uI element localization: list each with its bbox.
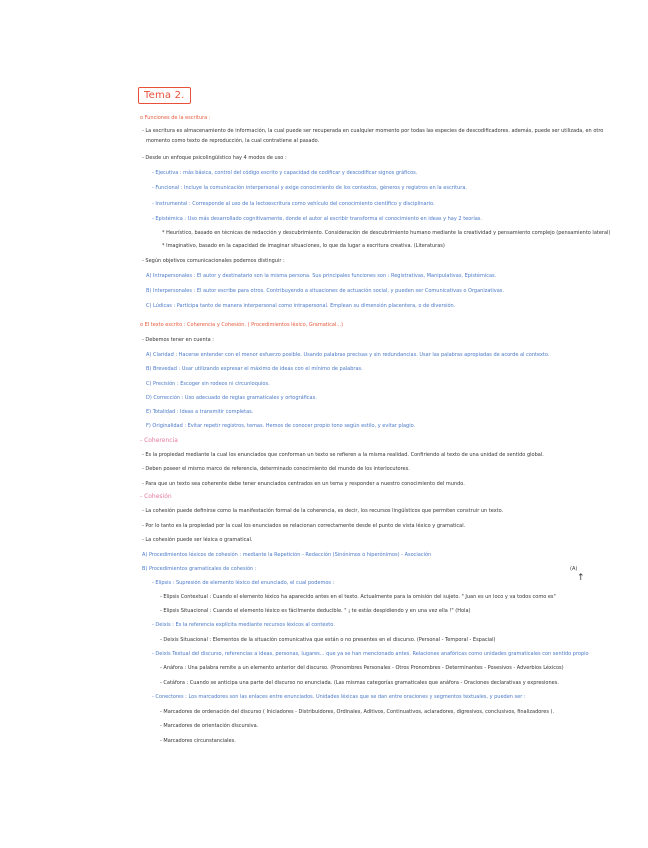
list-subitem: - Anáfora : Una palabra remite a un elemento anterior del discurso. (Pronombres Personales - Otros Pronombres - Determinantes - Posesivos - Adverbios Léxicos) xyxy=(160,665,564,671)
page-title: Tema 2. xyxy=(138,87,191,104)
list-item: - Funcional : Incluye la comunicación interpersonal y exige conocimiento de los contextos, géneros y registros en la escritura. xyxy=(152,185,468,191)
list-item: D) Corrección : Uso adecuado de reglas gramaticales y ortográficas. xyxy=(146,395,317,401)
list-item: A) Claridad : Hacerse entender con el menor esfuerzo posible. Usando palabras precisas y sin redundancias. Usar las palabras apropiadas de acorde al contexto. xyxy=(146,352,550,358)
list-item: - Instrumental : Corresponde al uso de la lectoescritura como vehículo del conocimiento científico y disciplinario. xyxy=(152,201,435,207)
list-subitem: - Marcadores de orientación discursiva. xyxy=(160,723,259,729)
text-line: momento como texto de reproducción, la cual contratiene al pasado. xyxy=(146,138,320,144)
list-item: - Epistémica : Uso más desarrollado cognitivamente, donde el autor al escribir transforma el conocimiento en ideas y hay 2 teorías. xyxy=(152,216,482,222)
heading-funciones: o Funciones de la escritura : xyxy=(140,115,211,121)
list-item: C) Lúdicas : Participa tanto de manera interpersonal como intrapersonal. Emplean su dimensión placentera, o de diversión. xyxy=(146,303,456,309)
heading-coherencia: - Coherencia xyxy=(140,437,178,444)
text-line: - Debemos tener en cuenta : xyxy=(142,337,214,343)
text-line: - Según objetivos comunicacionales podemos distinguir : xyxy=(142,258,285,264)
list-subitem: - Deixis Situacional : Elementos de la situación comunicativa que están o no presentes en el discurso. (Personal - Temporal - Espacial) xyxy=(160,637,496,643)
list-item: - Deixis : Es la referencia explícita mediante recursos léxicos al contexto. xyxy=(152,622,335,628)
list-subitem: * Imaginativo, basado en la capacidad de imaginar situaciones, lo que da lugar a escritura creativa. (Literaturas) xyxy=(162,243,445,249)
heading-texto-escrito: o El texto escrito : Coherencia y Cohesión. ( Procedimientos léxico, Gramatical...) xyxy=(140,322,344,328)
list-item: A) Intrapersonales : El autor y destinatario son la misma persona. Sus principales funciones son : Registrativas, Manipulativas, Epistémicas. xyxy=(146,273,497,279)
heading-cohesion: - Cohesión xyxy=(140,493,172,500)
list-item: - Conectores : Los marcadores son las enlaces entre enunciados. Unidades léxicas que se dan entre oraciones y segmentos textuales, y pueden ser : xyxy=(152,694,526,700)
text-line: - La escritura es almacenamiento de información, la cual puede ser recuperada en cualquier momento por todas las especies de descodificadores. además, puede ser utilizada, en otro xyxy=(142,128,604,134)
list-subitem: - Catáfora : Cuando se anticipa una parte del discurso no enunciada. (Las mismas categorías gramaticales que anáfora - Oraciones declarativas y expresiones. xyxy=(160,680,559,686)
up-arrow-icon: ↑ xyxy=(577,573,585,583)
list-subitem: * Heurístico, basado en técnicas de redacción y descubrimiento. Consideración de descubrimiento humano mediante la creatividad y pensamiento complejo (pensamiento lateral) xyxy=(162,230,611,236)
list-item: E) Totalidad : Ideas a transmitir completas. xyxy=(146,409,254,415)
list-item: B) Brevedad : Usar utilizando expresar el máximo de ideas con el mínimo de palabras. xyxy=(146,366,363,372)
list-item: - Ejecutiva : más básica, control del código escrito y capacidad de codificar y descodificar signos gráficos. xyxy=(152,170,418,176)
list-subitem: - Elipsis Situacional : Cuando el elemento léxico es fácilmente deducible. " ¡ te estás despidiendo y en una vez ella !" (Hola) xyxy=(160,608,471,614)
text-line: - Por lo tanto es la propiedad por la cual los enunciados se relacionan correctamente desde el punto de vista léxico y gramatical. xyxy=(142,523,466,529)
text-line: - Para que un texto sea coherente debe tener enunciados centrados en un tema y responder a nuestro conocimiento del mundo. xyxy=(142,481,465,487)
list-item: B) Procedimientos gramaticales de cohesión : xyxy=(142,566,257,572)
list-item: - Deixis Textual del discurso, referencias a ideas, personas, lugares... que ya se han mencionado antes. Relaciones anafóricas como unidades gramaticales con sentido propio xyxy=(152,651,589,657)
list-subitem: - Marcadores de ordenación del discurso ( Iniciadores - Distribuidores, Ordinales, Aditivos, Continuativos, aclaradores, digresivos, conclusivos, finalizadores ). xyxy=(160,709,555,715)
annotation-label: (A) xyxy=(570,566,578,572)
list-item: - Elipsis : Supresión de elemento léxico del enunciado, el cual podemos : xyxy=(152,580,335,586)
text-line: - Desde un enfoque psicolingüístico hay 4 modos de uso : xyxy=(142,155,287,161)
list-item: A) Procedimientos léxicos de cohesión : mediante la Repetición - Redacción (Sinónimos o hiperónimos) - Asociación xyxy=(142,552,432,558)
text-line: - Deben poseer el mismo marco de referencia, determinado conocimiento del mundo de los interlocutores. xyxy=(142,466,410,472)
list-item: F) Originalidad : Evitar repetir registros, temas. Hemos de conocer propio tono según estilo, y evitar plagio. xyxy=(146,423,416,429)
list-item: B) Interpersonales : El autor escribe para otros. Contribuyendo a situaciones de actuación social, y pueden ser Comunicativas o Organizativas. xyxy=(146,288,504,294)
text-line: - Es la propiedad mediante la cual los enunciados que conforman un texto se refieren a la misma realidad. Confiriendo al texto de una unidad de sentido global. xyxy=(142,452,544,458)
list-item: C) Precisión : Escoger sin rodeos ni circunloquios. xyxy=(146,381,270,387)
text-line: - La cohesión puede definirse como la manifestación formal de la coherencia, es decir, los recursos lingüísticos que permiten construir un texto. xyxy=(142,508,504,514)
text-line: - La cohesión puede ser léxica o gramatical. xyxy=(142,537,253,543)
list-subitem: - Marcadores circunstanciales. xyxy=(160,738,236,744)
list-subitem: - Elipsis Contextual : Cuando el elemento léxico ha aparecido antes en el texto. Actualmente para la omisión del sujeto. " Juan es un loco y va todos como es" xyxy=(160,594,556,600)
